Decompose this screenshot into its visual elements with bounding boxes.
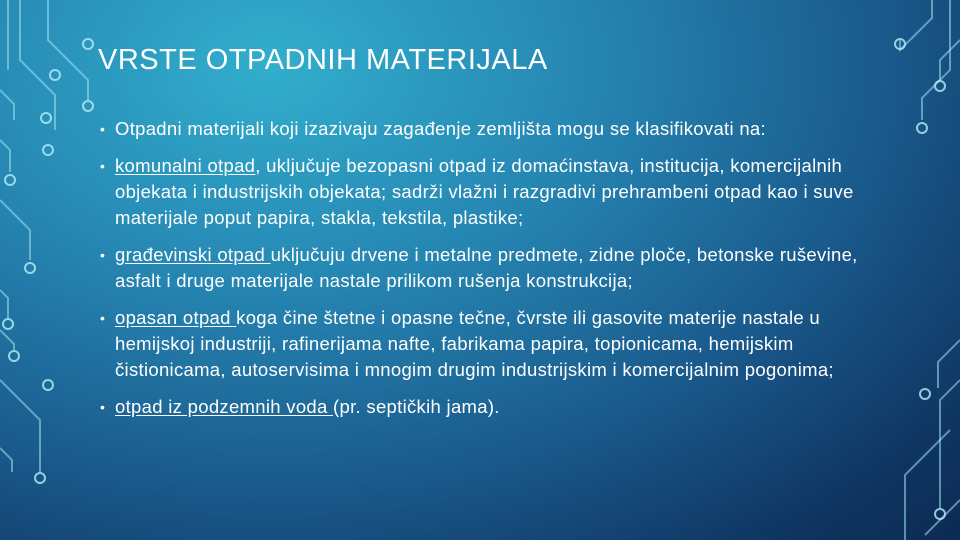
bullet-term: otpad iz podzemnih voda [115, 396, 334, 417]
slide-title: VRSTE OTPADNIH MATERIJALA [98, 44, 548, 76]
bullet-icon: • [100, 247, 106, 263]
list-item [100, 305, 900, 383]
bullet-term: opasan otpad [115, 307, 237, 328]
list-item [100, 116, 900, 142]
list-item [100, 394, 900, 420]
bullet-text: koga čine štetne i opasne tečne, čvrste ili gasovite materije nastale u hemijskoj industriji, rafinerijama nafte, fabrikama papira, topionicama, hemijskim čistionicama, autoservisima i mnogim drugim industrijskim i komercijalnim pogonima; [115, 307, 834, 380]
list-item [100, 153, 900, 231]
list-item [100, 242, 900, 294]
bullet-term: komunalni otpad [115, 155, 256, 176]
bullet-icon: • [100, 158, 106, 174]
bullet-icon: • [100, 310, 106, 326]
bullet-text: uključuju drvene i metalne predmete, zidne ploče, betonske ruševine, asfalt i druge materijale nastale prilikom rušenja konstrukcija; [115, 244, 858, 291]
bullet-list [100, 116, 900, 431]
bullet-text: Otpadni materijali koji izazivaju zagađenje zemljišta mogu se klasifikovati na: [115, 118, 766, 139]
bullet-icon: • [100, 121, 106, 137]
bullet-icon: • [100, 399, 106, 415]
bullet-text: , uključuje bezopasni otpad iz domaćinstava, institucija, komercijalnih objekata i industrijskih objekata; sadrži vlažni i razgradivi prehrambeni otpad kao i suve materijale poput papira, stakla, tekstila, plastike; [115, 155, 854, 228]
bullet-text: (pr. septičkih jama). [333, 396, 500, 417]
bullet-term: građevinski otpad [115, 244, 271, 265]
